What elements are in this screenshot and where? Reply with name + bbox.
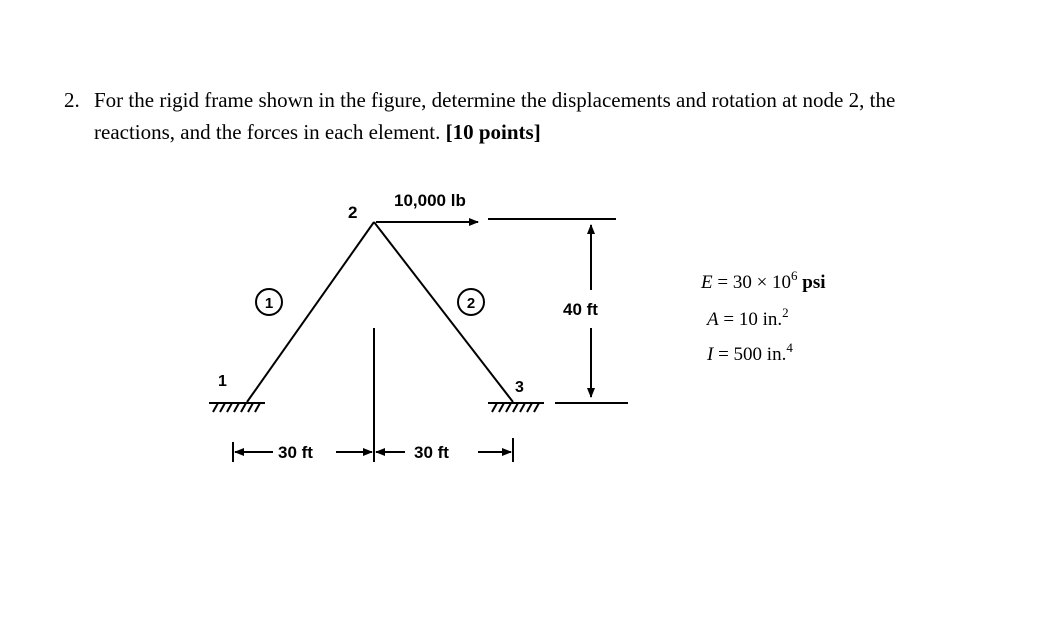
node-3-label: 3 [515,379,524,396]
property-A: A = 10 in.$^2$ [707,305,789,330]
element-2-label [458,289,484,315]
element-1-label [256,289,282,315]
problem-text-2: reactions, and the forces in each element. [94,120,446,144]
property-I: I = 500 in.$^4$ [707,340,793,365]
svg-text:1: 1 [264,295,274,312]
node-1-label: 1 [218,373,227,390]
node-2-label: 2 [348,203,358,222]
span-left-label: 30 ft [278,443,313,462]
span-right-label: 30 ft [414,443,449,462]
svg-text:2: 2 [466,295,476,312]
fixed-support-node-1 [209,403,265,412]
height-label: 40 ft [563,300,598,319]
height-dimension [488,219,628,403]
problem-number: 2. [64,88,80,112]
load-label: 10,000 lb [394,191,466,210]
element-2-member [374,222,513,402]
fixed-support-node-3 [488,403,544,412]
problem-text-1: For the rigid frame shown in the figure, determine the displacements and rotation at node 2, the [94,88,896,112]
property-E: $E = 30 \times 10^6$ psi [701,268,826,293]
points-label: [10 points] [445,120,541,144]
